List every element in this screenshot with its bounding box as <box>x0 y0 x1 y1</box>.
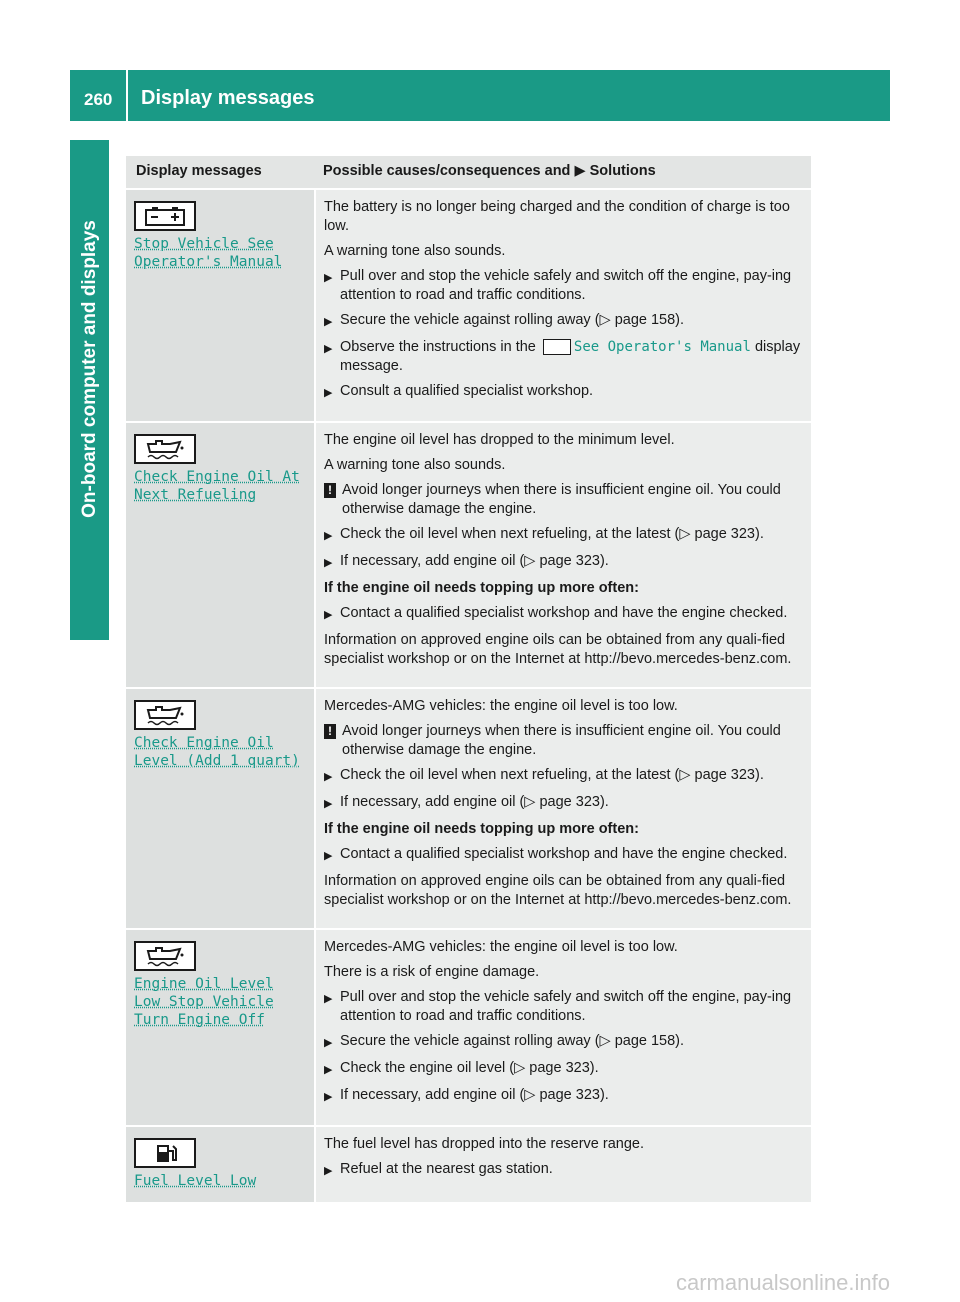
instruction-arrow-icon: ▶ <box>324 272 333 284</box>
table-row: Check Engine Oil Level (Add 1 quart) Mercedes-AMG vehicles: the engine oil level is too low. ! Avoid longer journeys when there is insufficient engine oil. You could otherwise damage the engine. ▶ Check the oil level when next refueling, at the latest (▷ page 323). ▶ If necessary, add engine oil (▷ page 323). If the engine oil needs topping up more often: ▶ Contact a qualified specialist workshop and have the engine checked. Information on approved engine oils can be obtained from any quali-fied specialist workshop or on the Internet at http://bevo.mercedes-benz.com. <box>126 688 811 929</box>
instruction-arrow-icon: ▶ <box>324 798 333 810</box>
instruction-arrow-icon: ▶ <box>324 850 333 862</box>
page-title: Display messages <box>141 87 315 109</box>
oil-can-icon <box>134 434 196 464</box>
instruction-arrow-icon: ▶ <box>324 343 333 355</box>
col-header-causes: Possible causes/consequences and ▶ Solutions <box>315 156 811 189</box>
instruction-arrow-icon: ▶ <box>324 1064 333 1076</box>
display-message: Check Engine Oil At Next Refueling <box>134 469 300 503</box>
warning-icon: ! <box>324 483 336 498</box>
warning-icon: ! <box>324 724 336 739</box>
table-row: Check Engine Oil At Next Refueling The engine oil level has dropped to the minimum level. A warning tone also sounds. ! Avoid longer journeys when there is insufficient engine oil. You could otherwise damage the engine. ▶ Check the oil level when next refueling, at the latest (▷ page 323). ▶ If necessary, add engine oil (▷ page 323). If the engine oil needs topping up more often: ▶ Contact a qualified specialist workshop and have the engine checked. Information on approved engine oils can be obtained from any quali-fied specialist workshop or on the Internet at http://bevo.mercedes-benz.com. <box>126 422 811 688</box>
display-message: Stop Vehicle See Operator's Manual <box>134 236 283 270</box>
instruction-arrow-icon: ▶ <box>324 557 333 569</box>
page-header <box>70 70 890 121</box>
instruction-arrow-icon: ▶ <box>324 316 333 328</box>
side-tab <box>70 140 109 640</box>
oil-can-icon <box>134 700 196 730</box>
display-messages-table <box>126 156 811 1204</box>
battery-icon <box>543 339 571 355</box>
oil-can-icon <box>134 941 196 971</box>
solutions-arrow-icon: ▶ <box>574 163 586 179</box>
display-message: Fuel Level Low <box>134 1173 257 1189</box>
watermark: carmanualsonline.info <box>675 1270 890 1295</box>
instruction-arrow-icon: ▶ <box>324 530 333 542</box>
instruction-arrow-icon: ▶ <box>324 1165 333 1177</box>
table-row: Engine Oil Level Low Stop Vehicle Turn Engine Off Mercedes-AMG vehicles: the engine oil level is too low. There is a risk of engine damage. ▶ Pull over and stop the vehicle safely and switch off the engine, pay-ing attention to road and traffic conditions. ▶ Secure the vehicle against rolling away (▷ page 158). ▶ Check the engine oil level (▷ page 323). ▶ If necessary, add engine oil (▷ page 323). <box>126 929 811 1126</box>
instruction-arrow-icon: ▶ <box>324 1091 333 1103</box>
header-divider <box>126 70 128 121</box>
table-row: Fuel Level Low The fuel level has dropped into the reserve range. ▶ Refuel at the nearest gas station. <box>126 1126 811 1203</box>
battery-icon <box>134 201 196 231</box>
page-number: 260 <box>84 90 113 109</box>
instruction-arrow-icon: ▶ <box>324 609 333 621</box>
table-row: Stop Vehicle See Operator's Manual The battery is no longer being charged and the condition of charge is too low. A warning tone also sounds. ▶ Pull over and stop the vehicle safely and switch off the engine, pay-ing attention to road and traffic conditions. ▶ Secure the vehicle against rolling away (▷ page 158). ▶ Observe the instructions in the See Operator's Manual display message. ▶ Consult a qualified specialist workshop. <box>126 189 811 422</box>
display-message: Engine Oil Level Low Stop Vehicle Turn Engine Off <box>134 976 274 1028</box>
instruction-arrow-icon: ▶ <box>324 1037 333 1049</box>
col-header-messages: Display messages <box>126 156 315 189</box>
side-tab-label: On-board computer and displays <box>78 220 100 518</box>
fuel-pump-icon <box>134 1138 196 1168</box>
instruction-arrow-icon: ▶ <box>324 771 333 783</box>
display-message: Check Engine Oil Level (Add 1 quart) <box>134 735 300 769</box>
instruction-arrow-icon: ▶ <box>324 993 333 1005</box>
instruction-arrow-icon: ▶ <box>324 387 333 399</box>
